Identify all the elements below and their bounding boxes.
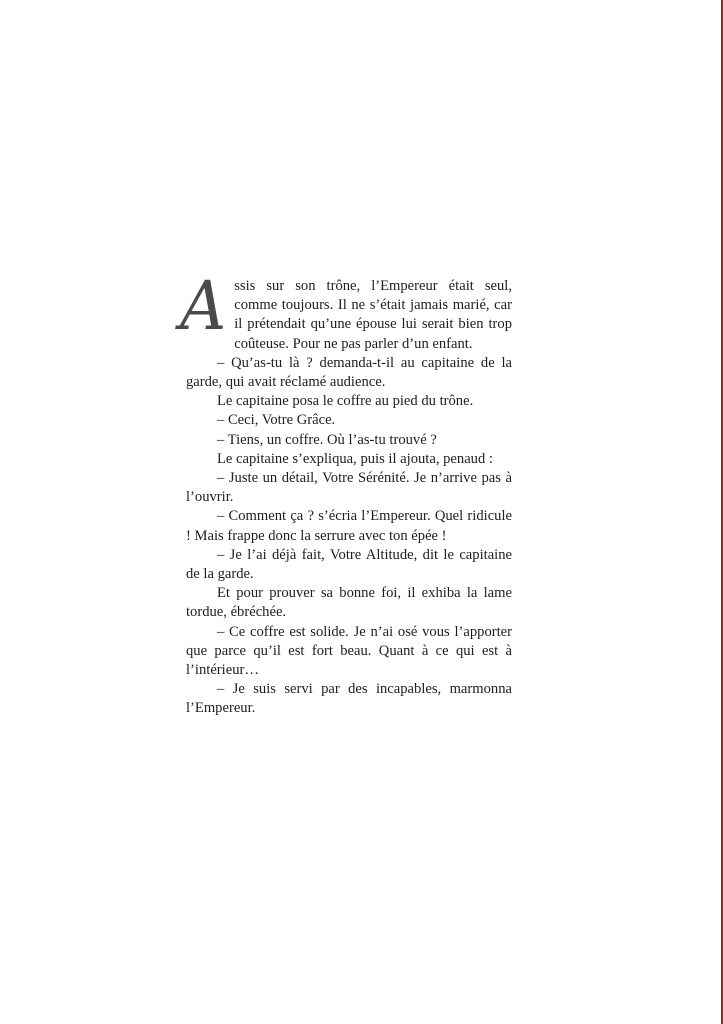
story-text — [180, 268, 512, 719]
paragraph: – Je l’ai déjà fait, Votre Altitude, dit le capitaine de la garde. — [186, 546, 512, 583]
paragraph: Le capitaine s’expliqua, puis il ajouta, penaud : — [217, 450, 493, 467]
paragraph: Et pour prouver sa bonne foi, il exhiba la lame tordue, ébréchée. — [186, 585, 512, 621]
paragraph: – Comment ça ? s’écria l’Empereur. Quel ridicule ! Mais frappe donc la serrure avec ton épée ! — [186, 508, 512, 544]
paragraph-opening — [180, 268, 512, 354]
paragraph: – Juste un détail, Votre Sérénité. Je n’arrive pas à l’ouvrir. — [186, 470, 512, 506]
drop-cap: A — [180, 268, 227, 346]
paragraph: – Je suis servi par des incapables, marmonna l’Empereur. — [186, 681, 512, 717]
paragraph: Le capitaine posa le coffre au pied du trône. — [217, 393, 474, 410]
paragraph-text: ssis sur son trône, l’Empereur était seul, comme toujours. Il ne s’était jamais marié, car il prétendait qu’une épouse lui serait bien trop coûteuse. Pour ne pas parler d’un enfant. — [234, 278, 512, 352]
paragraph: – Tiens, un coffre. Où l’as-tu trouvé ? — [217, 431, 437, 448]
paragraph: – Qu’as-tu là ? demanda-t-il au capitaine de la garde, qui avait réclamé audience. — [186, 354, 512, 391]
paragraph: – Ce coffre est solide. Je n’ai osé vous l’apporter que parce qu’il est fort beau. Quant à ce qui est à l’intérieur… — [186, 623, 512, 679]
paragraph: – Ceci, Votre Grâce. — [217, 412, 336, 429]
